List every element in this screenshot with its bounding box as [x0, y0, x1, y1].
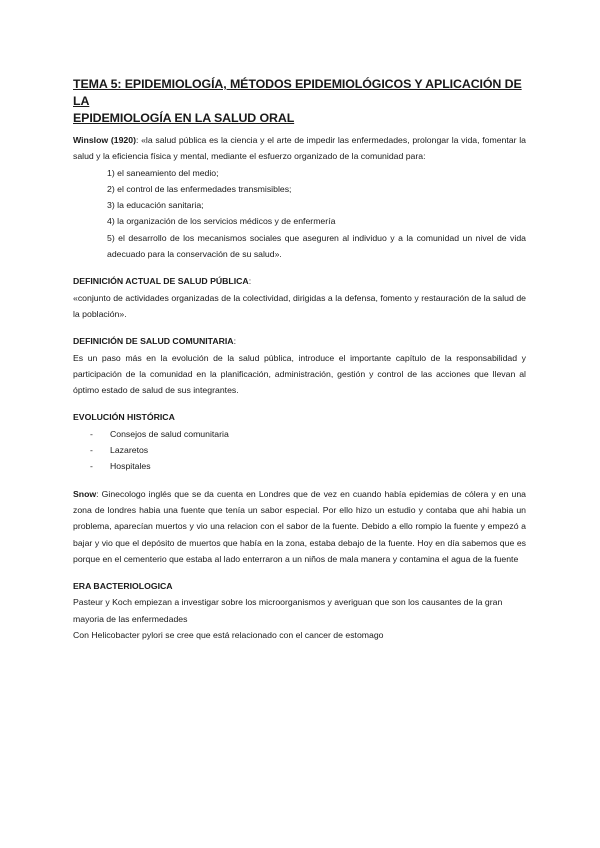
- winslow-list: [73, 165, 526, 263]
- salud-comunitaria-text: Es un paso más en la evolución de la salud pública, introduce el importante capítulo de la responsabilidad y participación de la comunidad en la planificación, administración, gestión y control de las acciones que llevan al óptimo estado de salud de sus integrantes.: [73, 352, 526, 396]
- era-heading: ERA BACTERIOLOGICA: [73, 581, 173, 592]
- title-line-1: TEMA 5: EPIDEMIOLOGÍA, MÉTODOS EPIDEMIOLÓGICOS Y APLICACIÓN DE LA: [73, 77, 522, 108]
- winslow-paragraph: [73, 132, 526, 165]
- evolucion-list: [73, 426, 526, 475]
- document-title: [73, 76, 533, 127]
- salud-publica-colon: :: [248, 276, 252, 287]
- evolucion-heading: EVOLUCIÓN HISTÓRICA: [73, 412, 175, 423]
- list-item: 5) el desarrollo de los mecanismos sociales que aseguren al individuo y a la comunidad un nivel de vida adecuado para la conservación de su salud».: [107, 232, 526, 260]
- salud-publica-heading-text: DEFINICIÓN ACTUAL DE SALUD PÚBLICA: [73, 276, 249, 287]
- dash-marker: -: [90, 461, 93, 472]
- list-item: 4) la organización de los servicios médicos y de enfermería: [107, 216, 336, 227]
- list-item-text: Consejos de salud comunitaria: [110, 428, 229, 439]
- document-body: [73, 132, 526, 643]
- title-line-2: EPIDEMIOLOGÍA EN LA SALUD ORAL: [73, 111, 295, 125]
- list-item: 1) el saneamiento del medio;: [107, 167, 219, 178]
- snow-paragraph: [73, 486, 526, 567]
- snow-text: : Ginecologo inglés que se da cuenta en Londres que de vez en cuando había epidemias de cólera y en una zona de londres habia una fuente que tenía un sabor especial. Por ello hizo un estudio y contaba que ahi habia un problema, aparecían muertos y vio una relacion con el sabor de la fuente. Debido a ello rompio la fuente y empezó a bajar y vio que el depósito de muertos que había en la zona, estaba debajo de la fuente. Hoy en día sabemos que es porque en el cementerio que estaba al lado enterraron a un niños de mala manera y contamina el agua de la fuente: [73, 488, 526, 564]
- snow-author: Snow: [73, 488, 97, 499]
- list-item: 3) la educación sanitaria;: [107, 200, 204, 211]
- list-item-text: Hospitales: [110, 461, 151, 472]
- era-line-1: Pasteur y Koch empiezan a investigar sobre los microorganismos y averiguan que son los causantes de la gran mayoria de las enfermedades: [73, 597, 503, 624]
- era-line-2: Con Helicobacter pylori se cree que está relacionado con el cancer de estomago: [73, 630, 384, 641]
- list-item: [90, 442, 526, 458]
- winslow-text: : «la salud pública es la ciencia y el arte de impedir las enfermedades, prolongar la vida, fomentar la salud y la eficiencia física y mental, mediante el esfuerzo organizado de la comunidad para:: [73, 135, 526, 162]
- dash-marker: -: [90, 428, 93, 439]
- salud-publica-heading: [73, 273, 526, 289]
- winslow-author: Winslow (1920): [73, 135, 136, 145]
- list-item: [90, 458, 526, 474]
- list-item: [90, 426, 526, 442]
- salud-comunitaria-colon: :: [233, 336, 236, 347]
- dash-marker: -: [90, 445, 93, 456]
- list-item-text: Lazaretos: [110, 445, 149, 456]
- salud-publica-text: «conjunto de actividades organizadas de la colectividad, dirigidas a la defensa, fomento y restauración de la salud de la población».: [73, 292, 526, 319]
- list-item: 2) el control de las enfermedades transmisibles;: [107, 183, 292, 194]
- salud-comunitaria-heading-text: DEFINICIÓN DE SALUD COMUNITARIA: [73, 336, 234, 347]
- salud-comunitaria-heading: [73, 333, 526, 349]
